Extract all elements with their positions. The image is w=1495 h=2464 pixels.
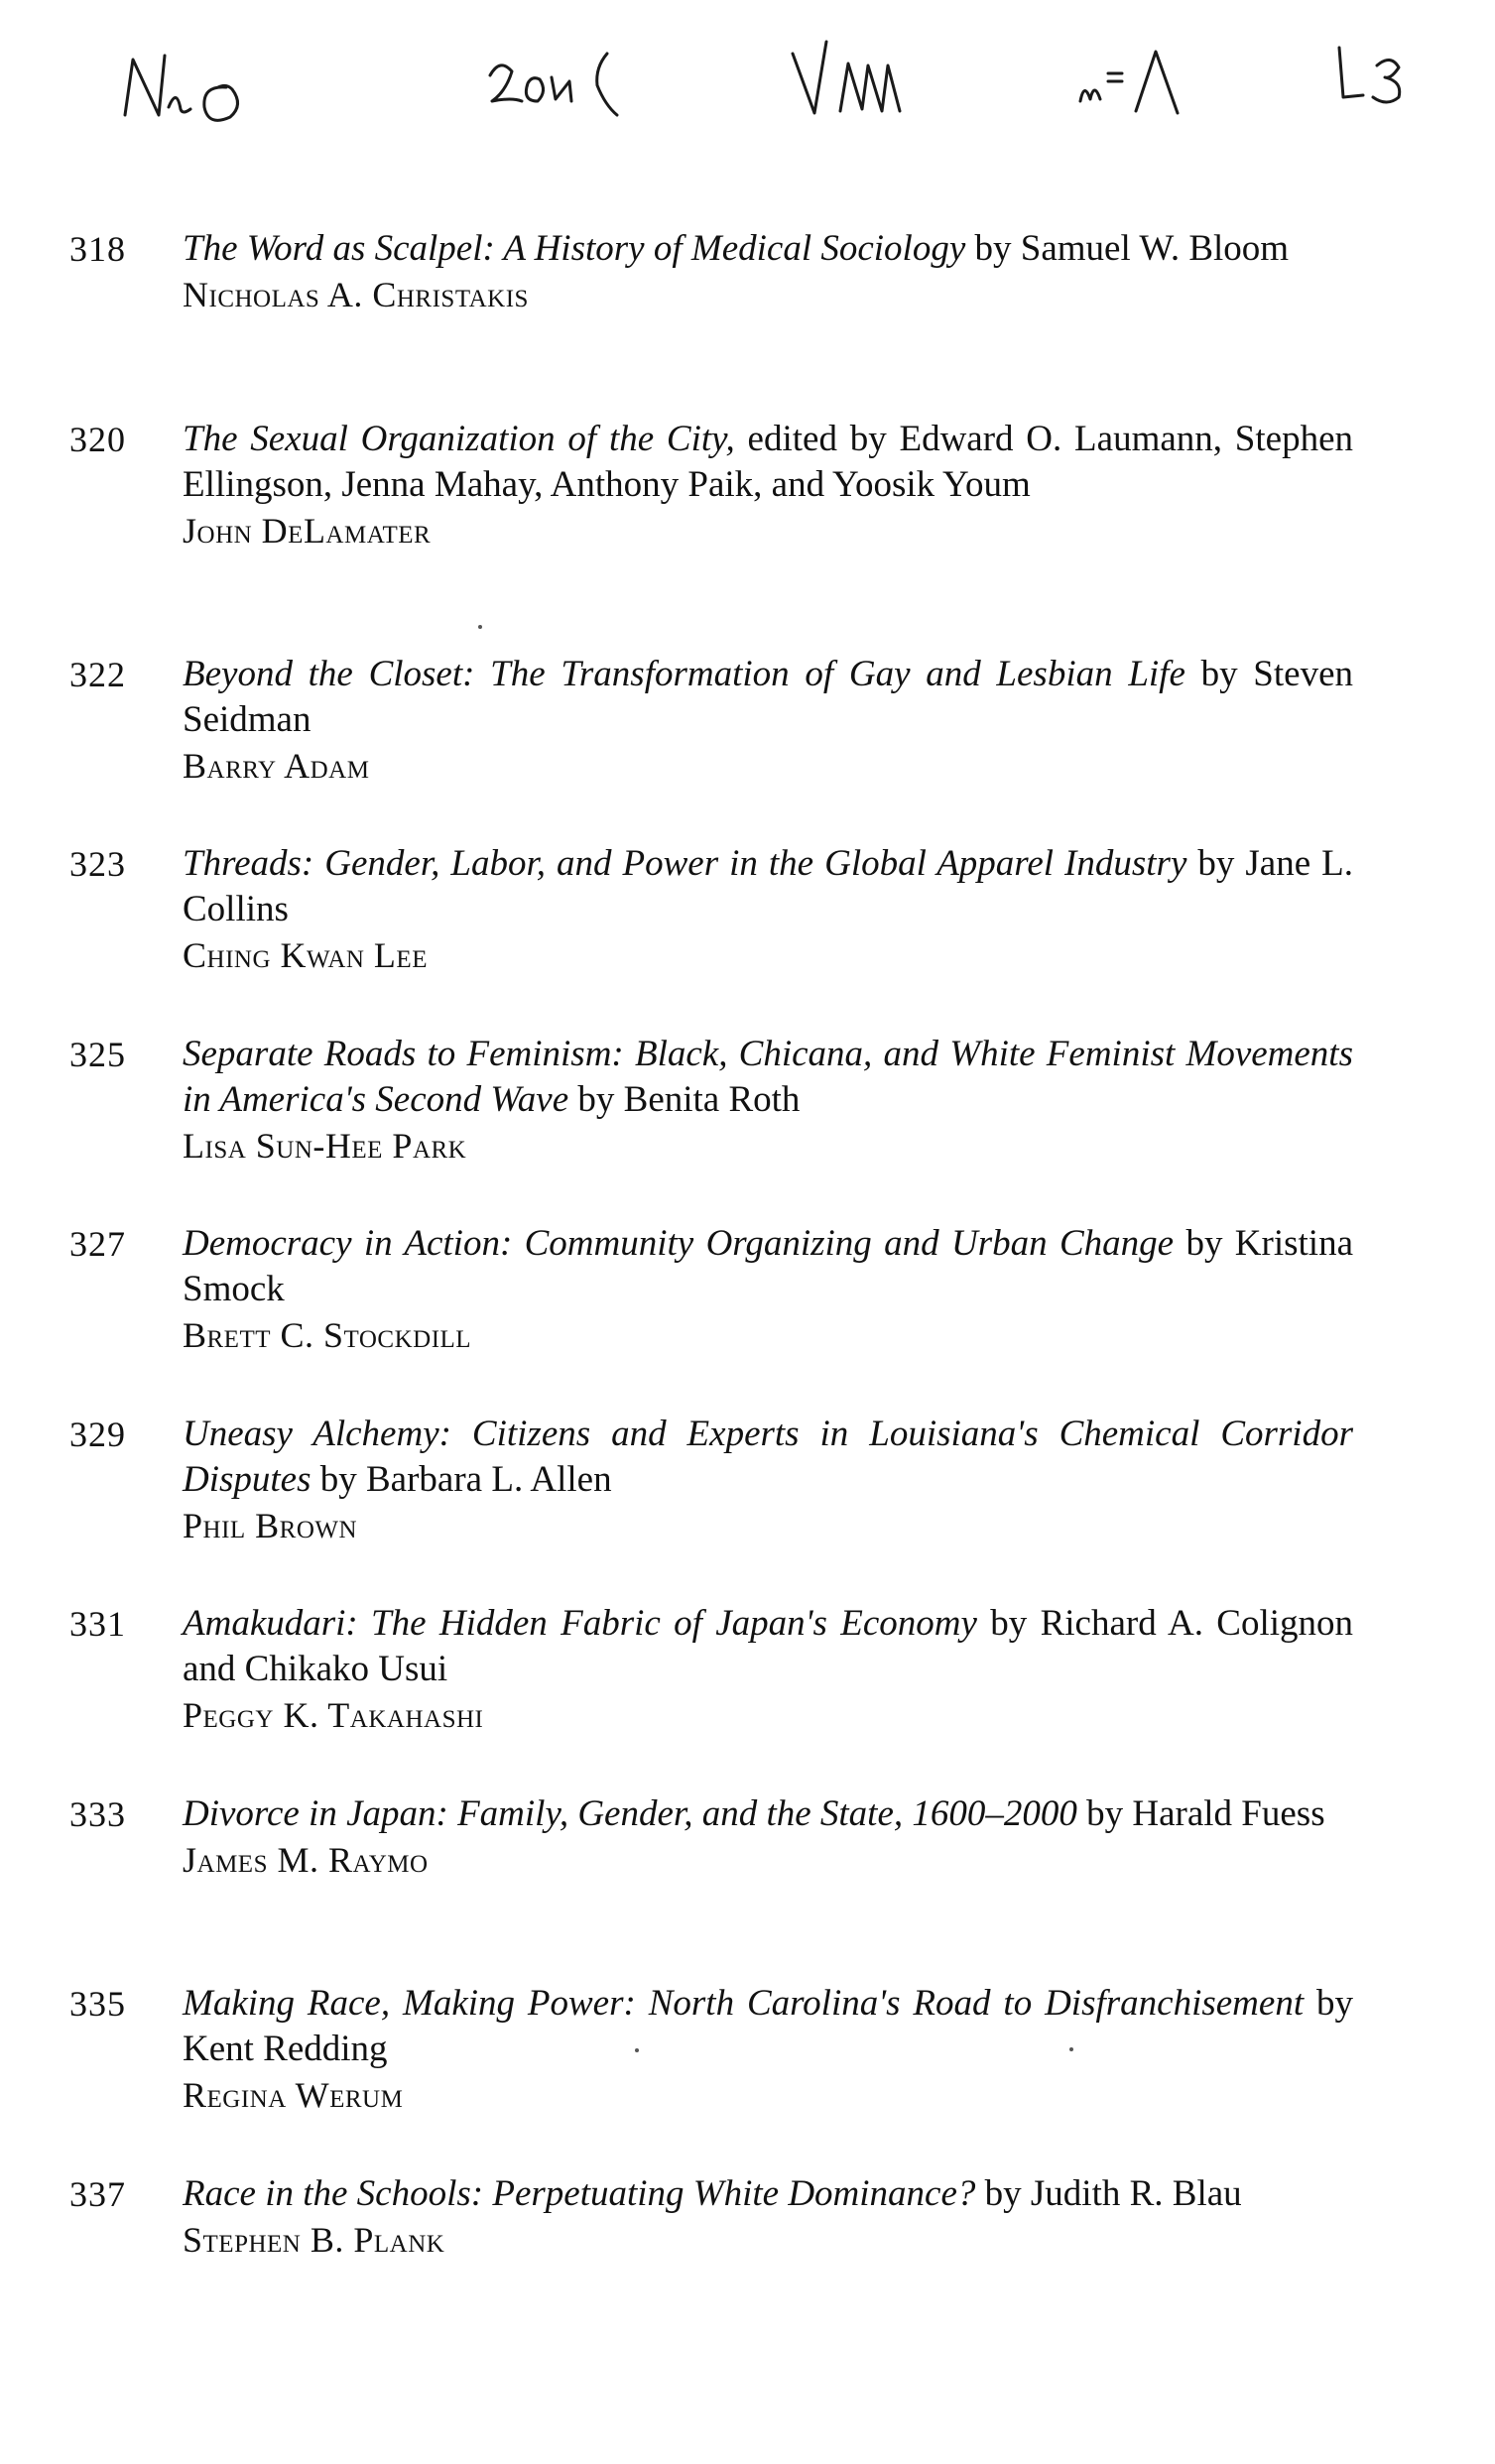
reviewer-name: James M. Raymo (183, 1839, 429, 1880)
book-title: The Word as Scalpel: A History of Medical Sociology (183, 228, 966, 269)
handwriting-mark-3 (789, 34, 967, 123)
handwriting-mark-5 (1329, 38, 1438, 117)
reviewer-name: Peggy K. Takahashi (183, 1695, 484, 1735)
review-entry (0, 2171, 1495, 2362)
reviewer-name: Stephen B. Plank (183, 2219, 445, 2260)
review-citation (183, 226, 1353, 317)
book-authors: by Richard A. Colignon and Chikako Usui (183, 1603, 1353, 1689)
book-title: Beyond the Closet: The Transformation of Gay and Lesbian Life (183, 653, 1185, 694)
book-title: Threads: Gender, Labor, and Power in the Global Apparel Industry (183, 843, 1187, 884)
review-entry (0, 1601, 1495, 1791)
review-citation (183, 1221, 1353, 1358)
review-entry (0, 1981, 1495, 2171)
review-entry (0, 1032, 1495, 1222)
review-citation (183, 1981, 1353, 2118)
review-citation (183, 1412, 1353, 1548)
page-number: 325 (69, 1034, 126, 1074)
book-authors: by Steven Seidman (183, 653, 1354, 740)
book-title: Separate Roads to Feminism: Black, Chicana, and White Feminist Movements in America's Second Wave (183, 1033, 1353, 1120)
review-citation (183, 2171, 1353, 2263)
page-number: 331 (69, 1604, 126, 1644)
book-title: Democracy in Action: Community Organizing and Urban Change (183, 1223, 1175, 1264)
book-title: Uneasy Alchemy: Citizens and Experts in Louisiana's Chemical Corridor Disputes (183, 1413, 1353, 1500)
book-title: Race in the Schools: Perpetuating White Dominance? (183, 2172, 976, 2214)
book-authors: by Jane L. Collins (183, 843, 1353, 929)
reviewer-name: Barry Adam (183, 745, 370, 786)
handwriting-mark-4 (1076, 38, 1215, 117)
page-number: 333 (69, 1793, 126, 1834)
review-citation (183, 1601, 1353, 1738)
book-review-list (0, 226, 1495, 2361)
review-entry (0, 841, 1495, 1032)
book-authors: by Kristina Smock (183, 1223, 1353, 1309)
review-citation (183, 1791, 1353, 1883)
page-number: 323 (69, 844, 126, 884)
page-number: 320 (69, 419, 126, 459)
book-authors: by Judith R. Blau (984, 2172, 1242, 2214)
handwriting-mark-2 (486, 46, 665, 125)
review-entry (0, 652, 1495, 842)
book-authors: edited by Edward O. Laumann, Stephen Ellingson, Jenna Mahay, Anthony Paik, and Yoosik Youm (183, 418, 1353, 505)
reviewer-name: Ching Kwan Lee (183, 935, 428, 975)
page-number: 335 (69, 1984, 126, 2024)
page-number: 318 (69, 229, 126, 269)
reviewer-name: Nicholas A. Christakis (183, 275, 529, 314)
reviewer-name: Brett C. Stockdill (183, 1315, 472, 1355)
review-citation (183, 652, 1353, 789)
reviewer-name: Regina Werum (183, 2075, 404, 2115)
book-title: Amakudari: The Hidden Fabric of Japan's Economy (183, 1603, 977, 1644)
page-number: 329 (69, 1414, 126, 1454)
book-authors: by Kent Redding (183, 1983, 1353, 2069)
reviewer-name: Lisa Sun-Hee Park (183, 1125, 467, 1166)
book-authors: by Harald Fuess (1086, 1792, 1325, 1834)
handwritten-annotations (0, 28, 1495, 137)
review-citation (183, 1032, 1353, 1169)
page-number: 337 (69, 2173, 126, 2214)
book-authors: by Barbara L. Allen (319, 1458, 612, 1500)
review-entry (0, 1221, 1495, 1412)
page-number: 327 (69, 1224, 126, 1264)
book-title: Making Race, Making Power: North Carolina's Road to Disfranchisement (183, 1983, 1305, 2024)
review-entry (0, 1791, 1495, 1982)
reviewer-name: John DeLamater (183, 510, 432, 551)
review-entry (0, 417, 1495, 652)
review-citation (183, 417, 1353, 554)
review-entry (0, 1412, 1495, 1602)
review-citation (183, 841, 1353, 978)
book-title: Divorce in Japan: Family, Gender, and the State, 1600–2000 (183, 1792, 1077, 1834)
handwriting-mark-1 (119, 38, 278, 127)
book-authors: by Samuel W. Bloom (974, 228, 1290, 269)
book-title: The Sexual Organization of the City, (183, 418, 735, 459)
review-entry (0, 226, 1495, 417)
book-authors: by Benita Roth (577, 1078, 801, 1120)
reviewer-name: Phil Brown (183, 1505, 358, 1545)
page-number: 322 (69, 654, 126, 694)
